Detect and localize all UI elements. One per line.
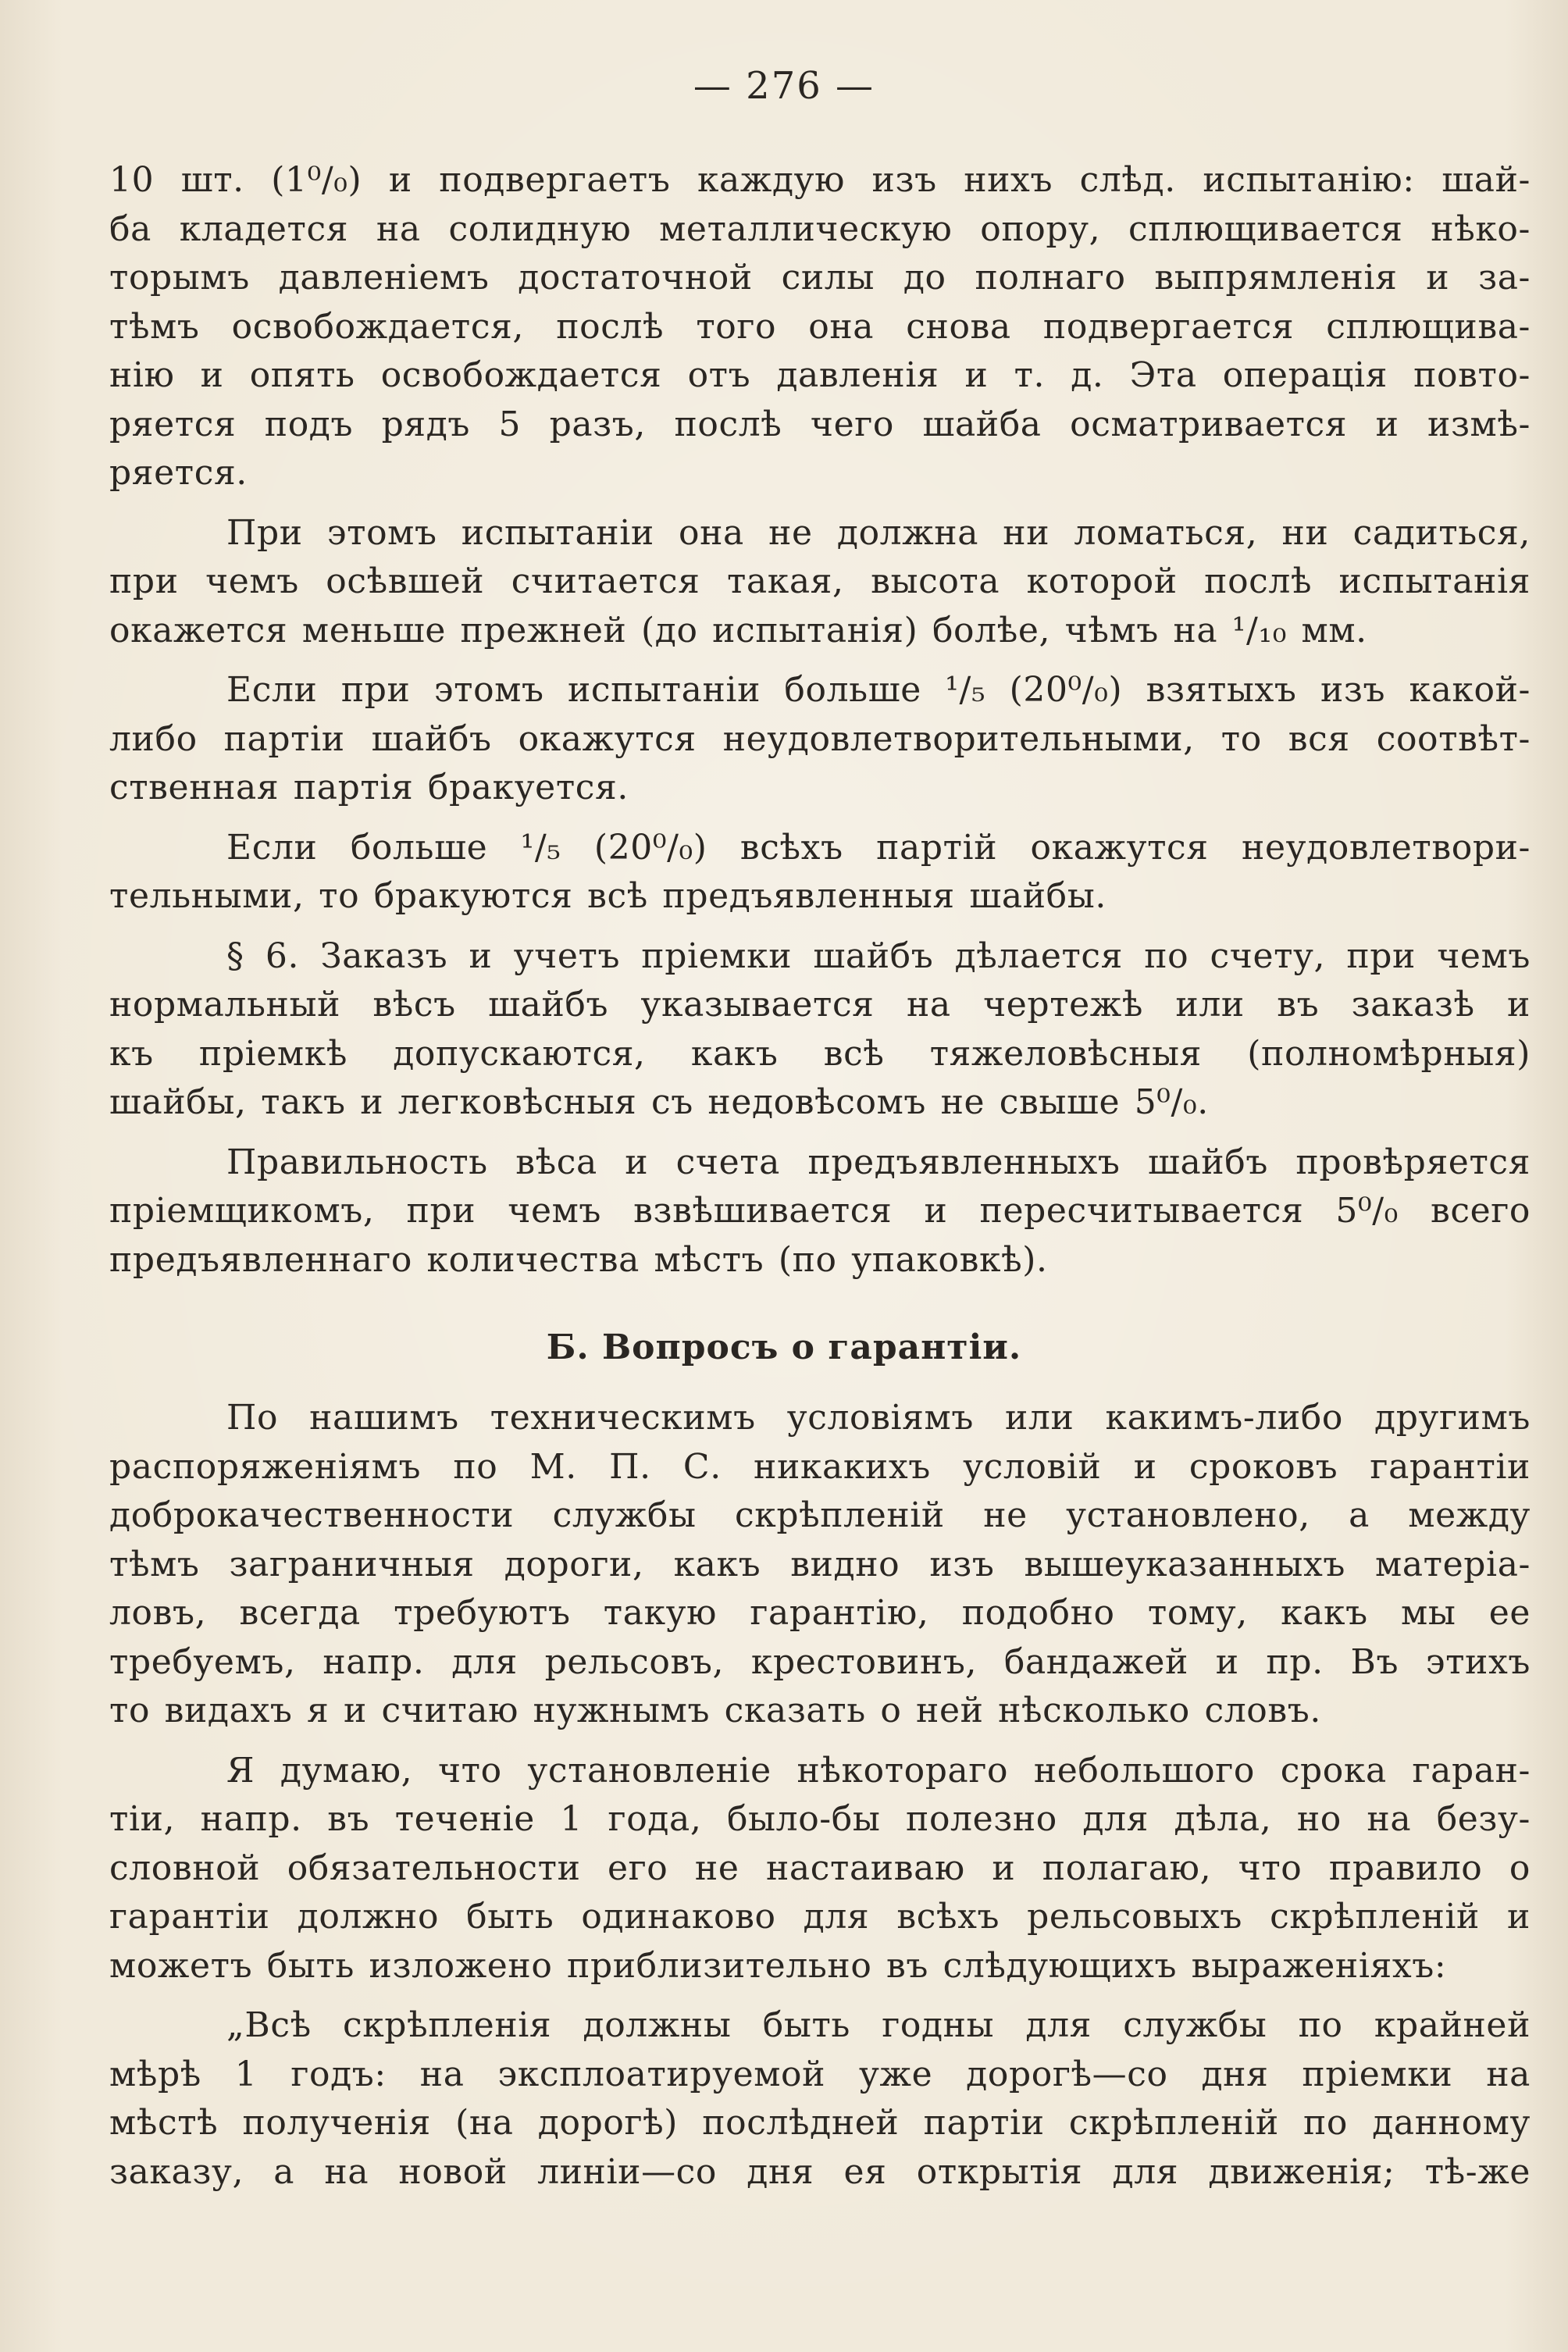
text-line: можетъ быть изложено приблизительно въ слѣдующихъ выраженіяхъ: (109, 1945, 1447, 1986)
text-line: 10 шт. (1⁰/₀) и подвергаетъ каждую изъ нихъ слѣд. испытанію: шай- (109, 160, 1531, 200)
text-line: словной обязательности его не настаиваю и полагаю, что правило о (109, 1848, 1531, 1888)
text-line: торымъ давленіемъ достаточной силы до полнаго выпрямленія и за- (109, 258, 1531, 298)
paragraph (109, 666, 1531, 813)
page-number: — 276 — (693, 64, 875, 108)
text-line: то видахъ я и считаю нужнымъ сказать о ней нѣсколько словъ. (109, 1691, 1321, 1730)
text-block-bottom (109, 1394, 1531, 2197)
paragraph (109, 2001, 1531, 2197)
text-line: мѣстѣ полученія (на дорогѣ) послѣдней партіи скрѣпленій по данному (109, 2103, 1531, 2143)
text-line: мѣрѣ 1 годъ: на эксплоатируемой уже дорогѣ—со дня пріемки на (109, 2054, 1531, 2094)
text-line: тіи, напр. въ теченіе 1 года, было-бы полезно для дѣла, но на безу- (109, 1799, 1531, 1839)
paragraph (109, 824, 1531, 921)
text-line: нію и опять освобождается отъ давленія и т. д. Эта операція повто- (109, 355, 1531, 395)
text-line: при чемъ осѣвшей считается такая, высота которой послѣ испытанія (109, 561, 1531, 601)
text-line: нормальный вѣсъ шайбъ указывается на чертежѣ или въ заказѣ и (109, 985, 1531, 1025)
text-line: Я думаю, что установленіе нѣкотораго небольшого срока гаран- (226, 1750, 1531, 1791)
text-line: предъявленнаго количества мѣстъ (по упаковкѣ). (109, 1239, 1048, 1280)
paragraph (109, 1394, 1531, 1736)
text-line: доброкачественности службы скрѣпленій не установлено, а между (109, 1495, 1531, 1535)
text-line: ловъ, всегда требуютъ такую гарантію, подобно тому, какъ мы ее (109, 1593, 1531, 1633)
text-line: окажется меньше прежней (до испытанія) болѣе, чѣмъ на ¹/₁₀ мм. (109, 610, 1367, 650)
text-line: § 6. Заказъ и учетъ пріемки шайбъ дѣлается по счету, при чемъ (226, 935, 1531, 976)
text-line: тѣмъ заграничныя дороги, какъ видно изъ вышеуказанныхъ матеріа- (109, 1544, 1531, 1584)
text-line: ряется подъ рядъ 5 разъ, послѣ чего шайба осматривается и измѣ- (109, 404, 1531, 444)
paragraph (109, 1747, 1531, 1991)
text-line: распоряженіямъ по М. П. С. никакихъ условій и сроковъ гарантіи (109, 1446, 1531, 1487)
text-line: тѣмъ освобождается, послѣ того она снова подвергается сплющива- (109, 306, 1531, 347)
paragraph (109, 932, 1531, 1128)
text-line: требуемъ, напр. для рельсовъ, крестовинъ, бандажей и пр. Въ этихъ (109, 1641, 1531, 1682)
text-line: либо партіи шайбъ окажутся неудовлетворительными, то вся соотвѣт- (109, 718, 1531, 759)
text-line: шайбы, такъ и легковѣсныя съ недовѣсомъ не свыше 5⁰/₀. (109, 1082, 1209, 1122)
text-line: ственная партія бракуется. (109, 768, 629, 807)
text-line: тельными, то бракуются всѣ предъявленныя шайбы. (109, 876, 1107, 916)
section-heading: Б. Вопросъ о гарантіи. (546, 1327, 1022, 1367)
text-line: гарантіи должно быть одинаково для всѣхъ рельсовыхъ скрѣпленій и (109, 1897, 1531, 1937)
text-line: ба кладется на солидную металлическую опору, сплющивается нѣко- (109, 208, 1531, 249)
paragraph (109, 1139, 1531, 1285)
text-block-top (109, 156, 1531, 1285)
text-line: Если больше ¹/₅ (20⁰/₀) всѣхъ партій окажутся неудовлетвори- (226, 827, 1531, 868)
text-line: „Всѣ скрѣпленія должны быть годны для службы по крайней (226, 2005, 1531, 2045)
text-line: заказу, а на новой линіи—со дня ея открытія для движенія; тѣ-же (109, 2151, 1531, 2192)
paragraph (109, 156, 1531, 498)
text-line: къ пріемкѣ допускаются, какъ всѣ тяжеловѣсныя (полномѣрныя) (109, 1033, 1531, 1074)
text-line: По нашимъ техническимъ условіямъ или какимъ-либо другимъ (226, 1398, 1531, 1438)
text-line: ряется. (109, 453, 248, 493)
text-line: При этомъ испытаніи она не должна ни ломаться, ни садиться, (226, 512, 1531, 553)
text-line: пріемщикомъ, при чемъ взвѣшивается и пересчитывается 5⁰/₀ всего (109, 1191, 1531, 1231)
text-line: Правильность вѣса и счета предъявленныхъ шайбъ провѣряется (226, 1142, 1531, 1182)
text-line: Если при этомъ испытаніи больше ¹/₅ (20⁰/₀) взятыхъ изъ какой- (226, 670, 1531, 710)
paragraph (109, 509, 1531, 656)
